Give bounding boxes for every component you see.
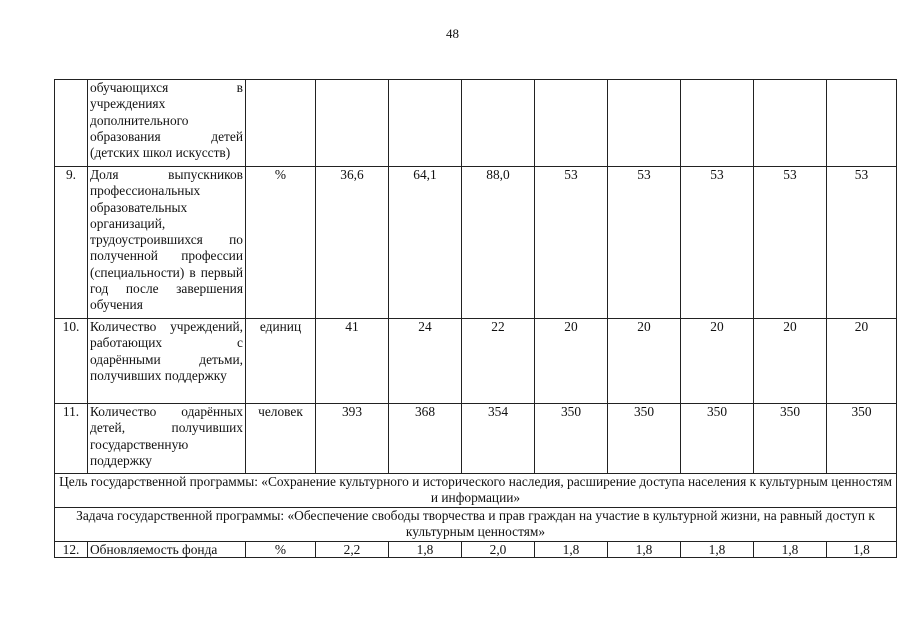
value-cell [827,80,897,167]
value-cell: 36,6 [316,167,389,319]
indicator-name-cell: Количество учреждений, работающих с одарёнными детьми, получивших поддержку [88,319,246,404]
indicators-table [54,79,897,558]
task-row [55,508,897,542]
value-cell: 350 [681,404,754,474]
value-cell [535,80,608,167]
table-row-9 [55,167,897,319]
value-cell: 2,2 [316,542,389,558]
value-cell [681,80,754,167]
page-number: 48 [446,26,459,41]
unit-cell: % [246,167,316,319]
value-cell [462,80,535,167]
value-cell [608,80,681,167]
row-number-cell: 9. [55,167,88,319]
goal-row [55,474,897,508]
value-cell: 1,8 [608,542,681,558]
value-cell: 20 [754,319,827,404]
indicator-name-cell: Доля выпускников профессиональных образовательных организаций, трудоустроившихся по полученной профессии (специальности) в первый год после завершения обучения [88,167,246,319]
value-cell: 350 [827,404,897,474]
row-number-cell: 11. [55,404,88,474]
value-cell [316,80,389,167]
value-cell: 350 [608,404,681,474]
program-goal-text: Цель государственной программы: «Сохранение культурного и исторического наследия, расширение доступа населения к культурным ценностям и информации» [55,474,897,508]
unit-cell: % [246,542,316,558]
value-cell: 350 [535,404,608,474]
value-cell: 24 [389,319,462,404]
value-cell: 350 [754,404,827,474]
value-cell: 41 [316,319,389,404]
value-cell: 53 [535,167,608,319]
row-number-cell [55,80,88,167]
value-cell: 53 [827,167,897,319]
value-cell: 368 [389,404,462,474]
value-cell: 20 [608,319,681,404]
table-row-11 [55,404,897,474]
table-row-10 [55,319,897,404]
value-cell: 53 [754,167,827,319]
value-cell: 88,0 [462,167,535,319]
indicator-name-cell: Обновляемость фонда [88,542,246,558]
row-number-cell: 10. [55,319,88,404]
unit-cell [246,80,316,167]
value-cell: 53 [608,167,681,319]
value-cell: 22 [462,319,535,404]
value-cell: 393 [316,404,389,474]
table-row-12 [55,542,897,558]
program-task-text: Задача государственной программы: «Обеспечение свободы творчества и прав граждан на участие в культурной жизни, на равный доступ к культурным ценностям» [55,508,897,542]
value-cell: 1,8 [827,542,897,558]
row-number-cell: 12. [55,542,88,558]
unit-cell: человек [246,404,316,474]
value-cell: 2,0 [462,542,535,558]
value-cell: 53 [681,167,754,319]
indicator-name-cell: обучающихся в учреждениях дополнительного образования детей (детских школ искусств) [88,80,246,167]
value-cell: 20 [827,319,897,404]
value-cell: 64,1 [389,167,462,319]
value-cell: 1,8 [389,542,462,558]
value-cell: 354 [462,404,535,474]
value-cell [754,80,827,167]
value-cell: 1,8 [535,542,608,558]
value-cell: 20 [535,319,608,404]
unit-cell: единиц [246,319,316,404]
value-cell [389,80,462,167]
value-cell: 1,8 [754,542,827,558]
indicator-name-cell: Количество одарённых детей, получивших государственную поддержку [88,404,246,474]
table-row-continuation [55,80,897,167]
value-cell: 20 [681,319,754,404]
value-cell: 1,8 [681,542,754,558]
